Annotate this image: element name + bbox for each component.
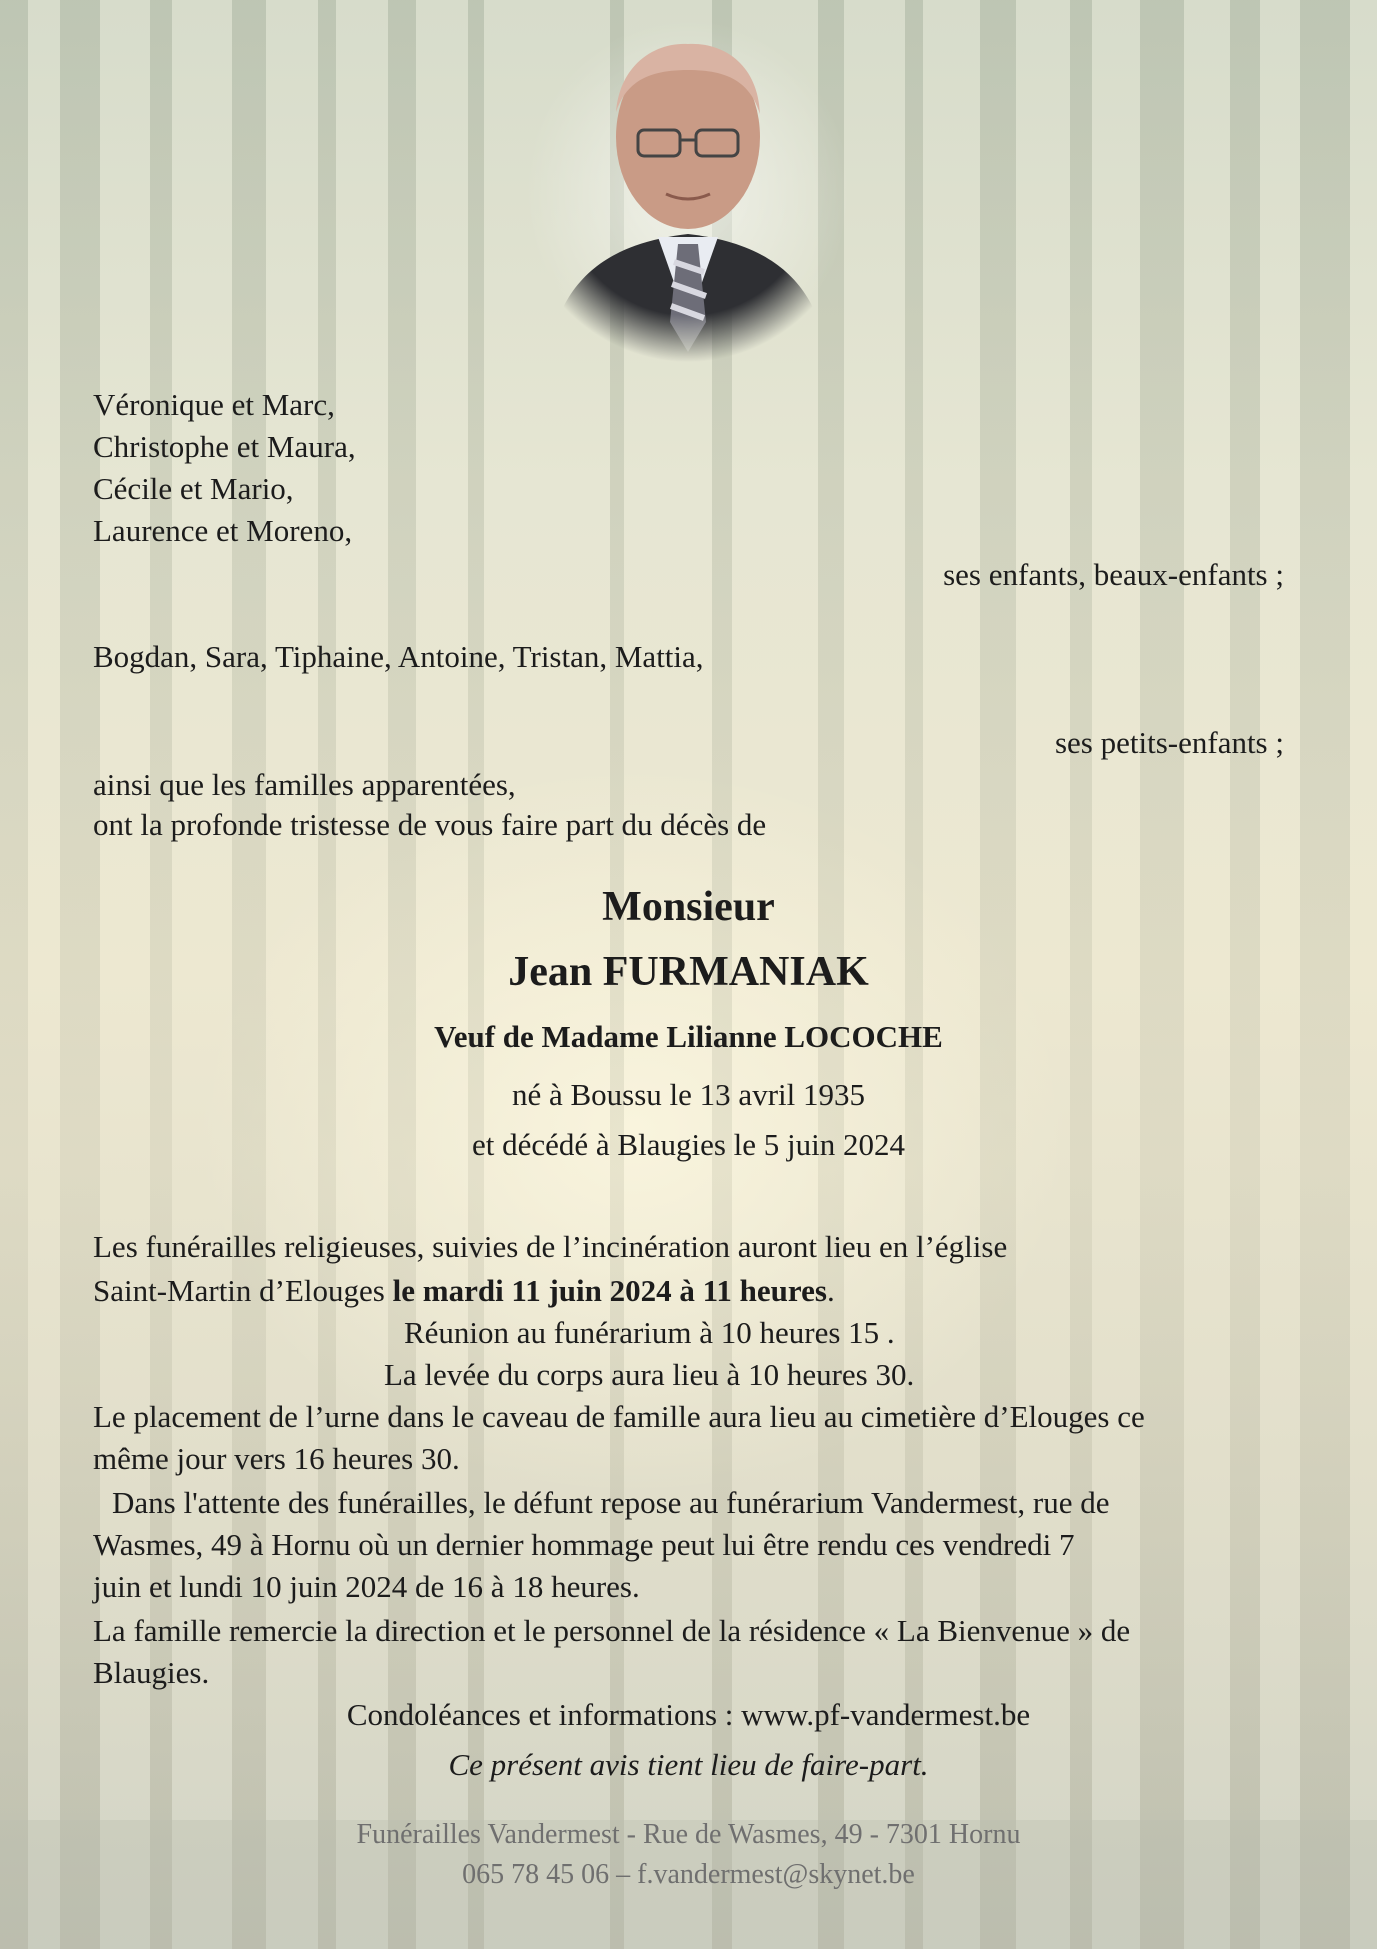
thanks-line-1: La famille remercie la direction et le personnel de la résidence « La Bienvenue » de	[93, 1613, 1131, 1648]
urn-line-1: Le placement de l’urne dans le caveau de famille aura lieu au cimetière d’Elouges ce	[93, 1399, 1145, 1434]
birth-line: né à Boussu le 13 avril 1935	[511, 1077, 865, 1112]
rest-line-2: Wasmes, 49 à Hornu où un dernier hommage peut lui être rendu ces vendredi 7	[93, 1527, 1075, 1562]
departure-line: La levée du corps aura lieu à 10 heures 30.	[384, 1357, 915, 1392]
urn-line-2: même jour vers 16 heures 30.	[93, 1441, 460, 1476]
gathering-line: Réunion au funérarium à 10 heures 15 .	[404, 1315, 895, 1350]
condolences-line: Condoléances et informations : www.pf-vandermest.be	[346, 1697, 1031, 1732]
rest-line-1: Dans l'attente des funérailles, le défunt repose au funérarium Vandermest, rue de	[112, 1485, 1110, 1520]
funeral-line-1: Les funérailles religieuses, suivies de l’incinération auront lieu en l’église	[93, 1229, 1008, 1264]
child-couple-3: Cécile et Mario,	[93, 471, 294, 506]
child-couple-4: Laurence et Moreno,	[93, 513, 353, 548]
grandchildren-names: Bogdan, Sara, Tiphaine, Antoine, Tristan, Mattia,	[93, 639, 704, 674]
notice-line: Ce présent avis tient lieu de faire-part.	[448, 1747, 929, 1782]
child-couple-2: Christophe et Maura,	[93, 429, 356, 464]
footer-company: Funérailles Vandermest - Rue de Wasmes, 49 - 7301 Hornu	[356, 1819, 1021, 1850]
child-couple-1: Véronique et Marc,	[93, 387, 335, 422]
portrait-photo	[528, 22, 848, 362]
death-line: et décédé à Blaugies le 5 juin 2024	[471, 1127, 905, 1162]
deceased-name: Jean FURMANIAK	[508, 949, 869, 995]
children-role: ses enfants, beaux-enfants ;	[943, 557, 1284, 592]
funeral-line-2	[93, 1272, 835, 1310]
funeral-church: Saint-Martin d’Elouges	[93, 1273, 393, 1308]
widower-line: Veuf de Madame Lilianne LOCOCHE	[434, 1019, 943, 1054]
announcement-line: ont la profonde tristesse de vous faire part du décès de	[93, 807, 767, 842]
funeral-period: .	[826, 1273, 835, 1308]
footer-contact: 065 78 45 06 – f.vandermest@skynet.be	[462, 1859, 915, 1890]
honorific: Monsieur	[602, 884, 775, 930]
relatives-line: ainsi que les familles apparentées,	[93, 767, 516, 802]
funeral-datetime: le mardi 11 juin 2024 à 11 heures	[392, 1273, 827, 1308]
grandchildren-role: ses petits-enfants ;	[1054, 725, 1284, 760]
thanks-line-2: Blaugies.	[93, 1655, 210, 1690]
rest-line-3: juin et lundi 10 juin 2024 de 16 à 18 heures.	[93, 1569, 640, 1604]
